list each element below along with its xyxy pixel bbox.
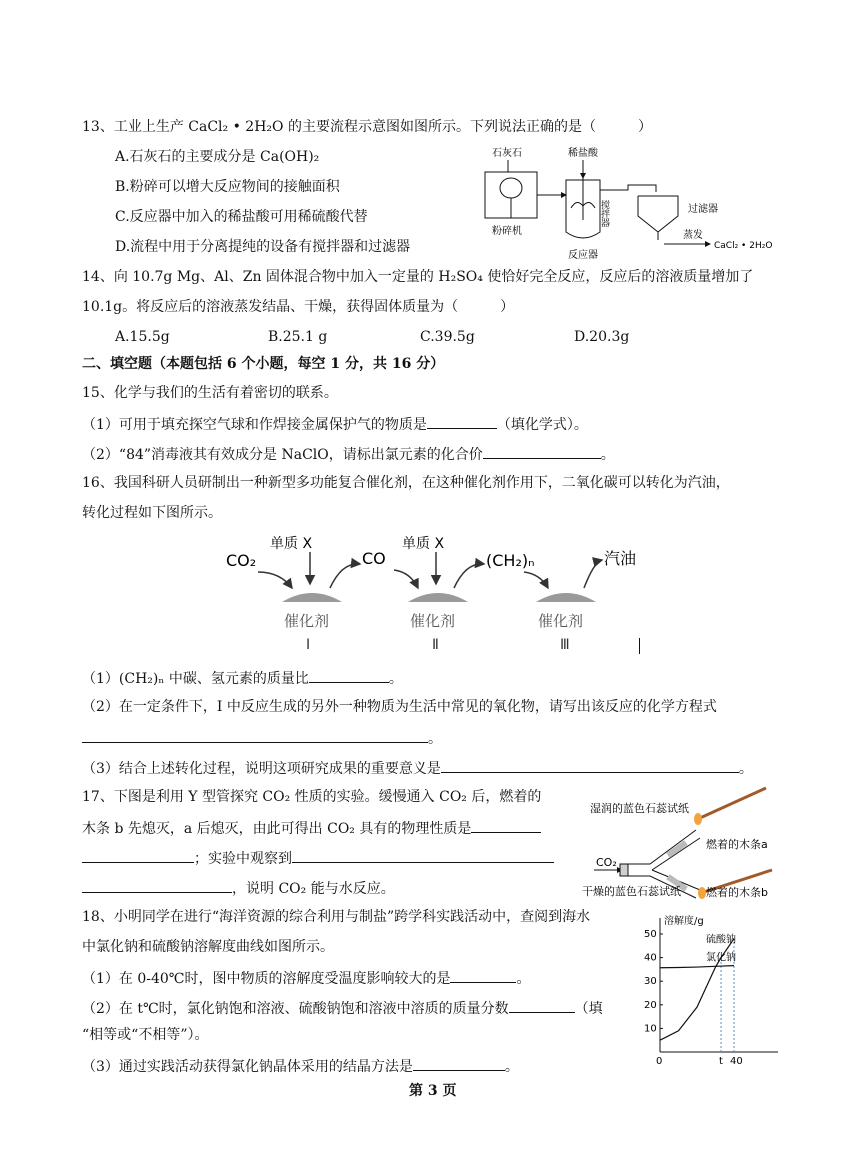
q17-line-4: [82, 878, 395, 898]
stirrer-label: 搅拌器: [599, 200, 609, 227]
q17-line-3: [82, 848, 554, 868]
q15-part1: [82, 414, 588, 434]
q13-option-c: C.反应器中加入的稀盐酸可用稀硫酸代替: [115, 209, 368, 225]
q13-option-d: D.流程中用于分离提纯的设备有搅拌器和过滤器: [115, 239, 411, 255]
catalyst-label-1: 催化剂: [284, 612, 330, 630]
element-x-label-2: 单质 X: [402, 536, 445, 552]
flame-b-icon: [698, 887, 706, 899]
x-tick-label: 0: [656, 1056, 663, 1067]
y-axis-label: 溶解度/g: [664, 916, 704, 927]
q18-line-1: 18、小明同学在进行“海洋资源的综合利用与制盐”跨学科实践活动中，查阅到海水: [82, 909, 591, 925]
text-cursor: [639, 638, 640, 654]
q14-option-c: C.39.5g: [420, 329, 475, 345]
ch2n-label: (CH₂)ₙ: [486, 551, 535, 570]
series-line-2: [660, 966, 734, 968]
q16-part1: [82, 668, 403, 688]
q17-l3-text: ；实验中观察到: [194, 851, 292, 867]
solubility-chart: [640, 912, 790, 1067]
q18-part1: [82, 968, 530, 988]
product-label: CaCl₂ • 2H₂O: [714, 241, 773, 251]
q17-line-1: 17、下图是利用 Y 型管探究 CO₂ 性质的实验。缓慢通入 CO₂ 后，燃着的: [82, 789, 542, 805]
answer-blank[interactable]: [309, 668, 389, 683]
answer-blank[interactable]: [413, 1056, 505, 1071]
q18-p3-text: （3）通过实践活动获得氯化钠晶体采用的结晶方法是: [82, 1059, 413, 1075]
q14-stem-1: 14、向 10.7g Mg、Al、Zn 固体混合物中加入一定量的 H₂SO₄ 使恰好完全反应，反应后的溶液质量增加了: [82, 269, 754, 285]
catalyst-roman-3: Ⅲ: [560, 637, 570, 653]
answer-blank[interactable]: [441, 758, 739, 773]
reactor-label: 反应器: [568, 250, 598, 260]
q13-option-a: A.石灰石的主要成分是 Ca(OH)₂: [115, 149, 320, 165]
q18-p2-text: （2）在 t℃时，氯化钠饱和溶液、硫酸钠饱和溶液中溶质的质量分数: [82, 1001, 509, 1017]
series-label-2: 氯化钠: [706, 952, 736, 964]
q16-p3-tail: 。: [738, 761, 753, 777]
answer-blank[interactable]: [292, 848, 554, 863]
q16-p3-text: （3）结合上述转化过程，说明这项研究成果的重要意义是: [82, 761, 441, 777]
answer-blank[interactable]: [509, 998, 575, 1013]
answer-blank[interactable]: [427, 414, 497, 429]
q16-p1-tail: 。: [388, 671, 403, 687]
q17-l2-text: 木条 b 先熄灭，a 后熄灭，由此可得出 CO₂ 具有的物理性质是: [82, 821, 472, 837]
catalyst-label-2: 催化剂: [410, 612, 456, 630]
q13-option-b: B.粉碎可以增大反应物间的接触面积: [115, 179, 340, 195]
q17-l4-text: ，说明 CO₂ 能与水反应。: [232, 881, 395, 897]
x-tick-label: 40: [730, 1056, 743, 1067]
q16-part3: [82, 758, 753, 778]
q18-line-2: 中氯化钠和硫酸钠溶解度曲线如图所示。: [82, 939, 334, 955]
q18-p1-tail: 。: [516, 971, 531, 987]
co-label: CO: [362, 549, 386, 568]
y-tick-label: 30: [644, 976, 657, 988]
q13-flow-diagram: [478, 140, 788, 260]
catalyst-2: [408, 593, 468, 602]
q16-part2-answer: [82, 728, 442, 748]
q18-p1-text: （1）在 0-40℃时，图中物质的溶解度受温度影响较大的是: [82, 971, 451, 987]
answer-blank[interactable]: [483, 444, 601, 459]
catalyst-1: [282, 593, 342, 602]
answer-blank[interactable]: [82, 848, 194, 863]
q18-part2: [82, 998, 603, 1018]
filter-label: 过滤器: [688, 204, 718, 215]
crusher-label: 粉碎机: [492, 226, 522, 237]
q18-part3: [82, 1056, 519, 1076]
catalyst-roman-1: Ⅰ: [306, 637, 311, 653]
q15-p1-text: （1）可用于填充探空气球和作焊接金属保护气的物质是: [82, 417, 427, 433]
q18-p3-tail: 。: [504, 1059, 519, 1075]
q17-y-tube-diagram: [580, 782, 785, 902]
limestone-label: 石灰石: [492, 148, 522, 159]
x-tick-label: t: [719, 1056, 723, 1067]
answer-blank[interactable]: [450, 968, 516, 983]
q16-stem-1: 16、我国科研人员研制出一种新型多功能复合催化剂，在这种催化剂作用下，二氧化碳可以转化为汽油，: [82, 475, 730, 491]
splint-a: [700, 788, 766, 818]
y-tick-label: 50: [644, 929, 657, 940]
catalyst-3: [536, 593, 596, 602]
q16-part2: （2）在一定条件下，I 中反应生成的另外一种物质为生活中常见的氧化物，请写出该反应的化学方程式: [82, 699, 717, 715]
series-label-1: 硫酸钠: [706, 934, 736, 946]
splint-b-label: 燃着的木条b: [706, 886, 768, 899]
q13-stem: 13、工业上生产 CaCl₂ • 2H₂O 的主要流程示意图如图所示。下列说法正确的是（ ）: [82, 119, 652, 135]
q15-p1-tail: （填化学式）。: [496, 417, 588, 433]
acid-label: 稀盐酸: [568, 148, 598, 159]
evaporate-label: 蒸发: [683, 230, 703, 241]
q14-option-a: A.15.5g: [115, 329, 170, 345]
q14-option-d: D.20.3g: [574, 329, 630, 345]
y-tick-label: 40: [644, 952, 657, 964]
answer-blank[interactable]: [471, 818, 541, 833]
section-heading: 二、填空题（本题包括 6 个小题，每空 1 分，共 16 分）: [82, 356, 445, 372]
wet-paper-label: 湿润的蓝色石蕊试纸: [590, 802, 689, 815]
q15-p2-text: （2）“84”消毒液其有效成分是 NaClO，请标出氯元素的化合价: [82, 447, 483, 463]
dry-paper-label: 干燥的蓝色石蕊试纸: [582, 885, 681, 898]
q14-stem-2: 10.1g。将反应后的溶液蒸发结晶、干燥，获得固体质量为（ ）: [82, 299, 515, 315]
q15-p2-tail: 。: [600, 447, 615, 463]
co2-label: CO₂: [226, 551, 257, 570]
element-x-label-1: 单质 X: [270, 536, 313, 552]
flame-a-icon: [694, 813, 702, 825]
q15-stem: 15、化学与我们的生活有着密切的联系。: [82, 385, 338, 401]
answer-blank[interactable]: [82, 728, 428, 743]
q18-part2-end: “相等或“不相等”）。: [82, 1027, 209, 1043]
y-tick-label: 20: [644, 999, 657, 1011]
q16-stem-2: 转化过程如下图所示。: [82, 505, 222, 521]
catalyst-label-3: 催化剂: [538, 612, 584, 630]
gasoline-label: 汽油: [604, 549, 637, 568]
q18-p2-tail: （填: [574, 1001, 603, 1017]
q15-part2: [82, 444, 615, 464]
q16-p2-end: 。: [428, 731, 442, 747]
y-tick-label: 10: [644, 1023, 657, 1035]
co2-inlet-label: CO₂: [596, 856, 617, 869]
page-number: 第 3 页: [409, 1083, 457, 1099]
splint-a-label: 燃着的木条a: [706, 838, 768, 851]
q17-line-2: [82, 818, 541, 838]
q16-p1-text: （1）(CH₂)ₙ 中碳、氢元素的质量比: [82, 671, 309, 687]
filter-vessel: [638, 196, 678, 240]
q14-option-b: B.25.1 g: [268, 329, 328, 345]
catalyst-roman-2: Ⅱ: [432, 637, 439, 653]
answer-blank[interactable]: [82, 878, 232, 893]
q16-catalyst-diagram: [222, 532, 642, 657]
